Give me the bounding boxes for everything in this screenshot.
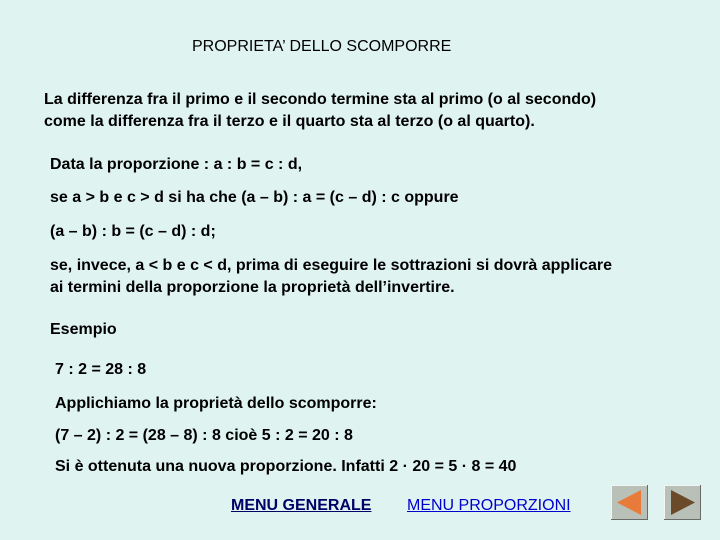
triangle-left-icon [611,485,648,520]
intro-line-2: come la differenza fra il terzo e il quarto sta al terzo (o al quarto). [44,113,535,130]
page-title: PROPRIETA’ DELLO SCOMPORRE [192,38,452,55]
previous-button[interactable] [611,485,648,520]
example-apply: Applichiamo la proprietà dello scomporre: [55,395,377,412]
example-result: Si è ottenuta una nuova proporzione. Infatti 2 · 20 = 5 · 8 = 40 [55,458,517,475]
case-smaller-line-2: ai termini della proporzione la proprietà dell’invertire. [50,279,455,296]
example-proportion: 7 : 2 = 28 : 8 [55,361,147,378]
example-calculation: (7 – 2) : 2 = (28 – 8) : 8 cioè 5 : 2 = 20 : 8 [55,427,353,444]
next-button[interactable] [664,485,701,520]
menu-generale-link[interactable]: MENU GENERALE [231,497,372,514]
intro-line-1: La differenza fra il primo e il secondo termine sta al primo (o al secondo) [44,91,597,108]
triangle-right-icon [664,485,701,520]
case-smaller [50,255,612,299]
menu-proporzioni-link[interactable]: MENU PROPORZIONI [407,497,571,514]
intro-statement [44,89,704,133]
case-greater-alt: (a – b) : b = (c – d) : d; [50,223,216,240]
example-heading: Esempio [50,321,117,338]
case-greater: se a > b e c > d si ha che (a – b) : a = (c – d) : c oppure [50,189,459,206]
case-smaller-line-1: se, invece, a < b e c < d, prima di eseguire le sottrazioni si dovrà applicare [50,257,613,274]
given-proportion: Data la proporzione : a : b = c : d, [50,156,303,173]
